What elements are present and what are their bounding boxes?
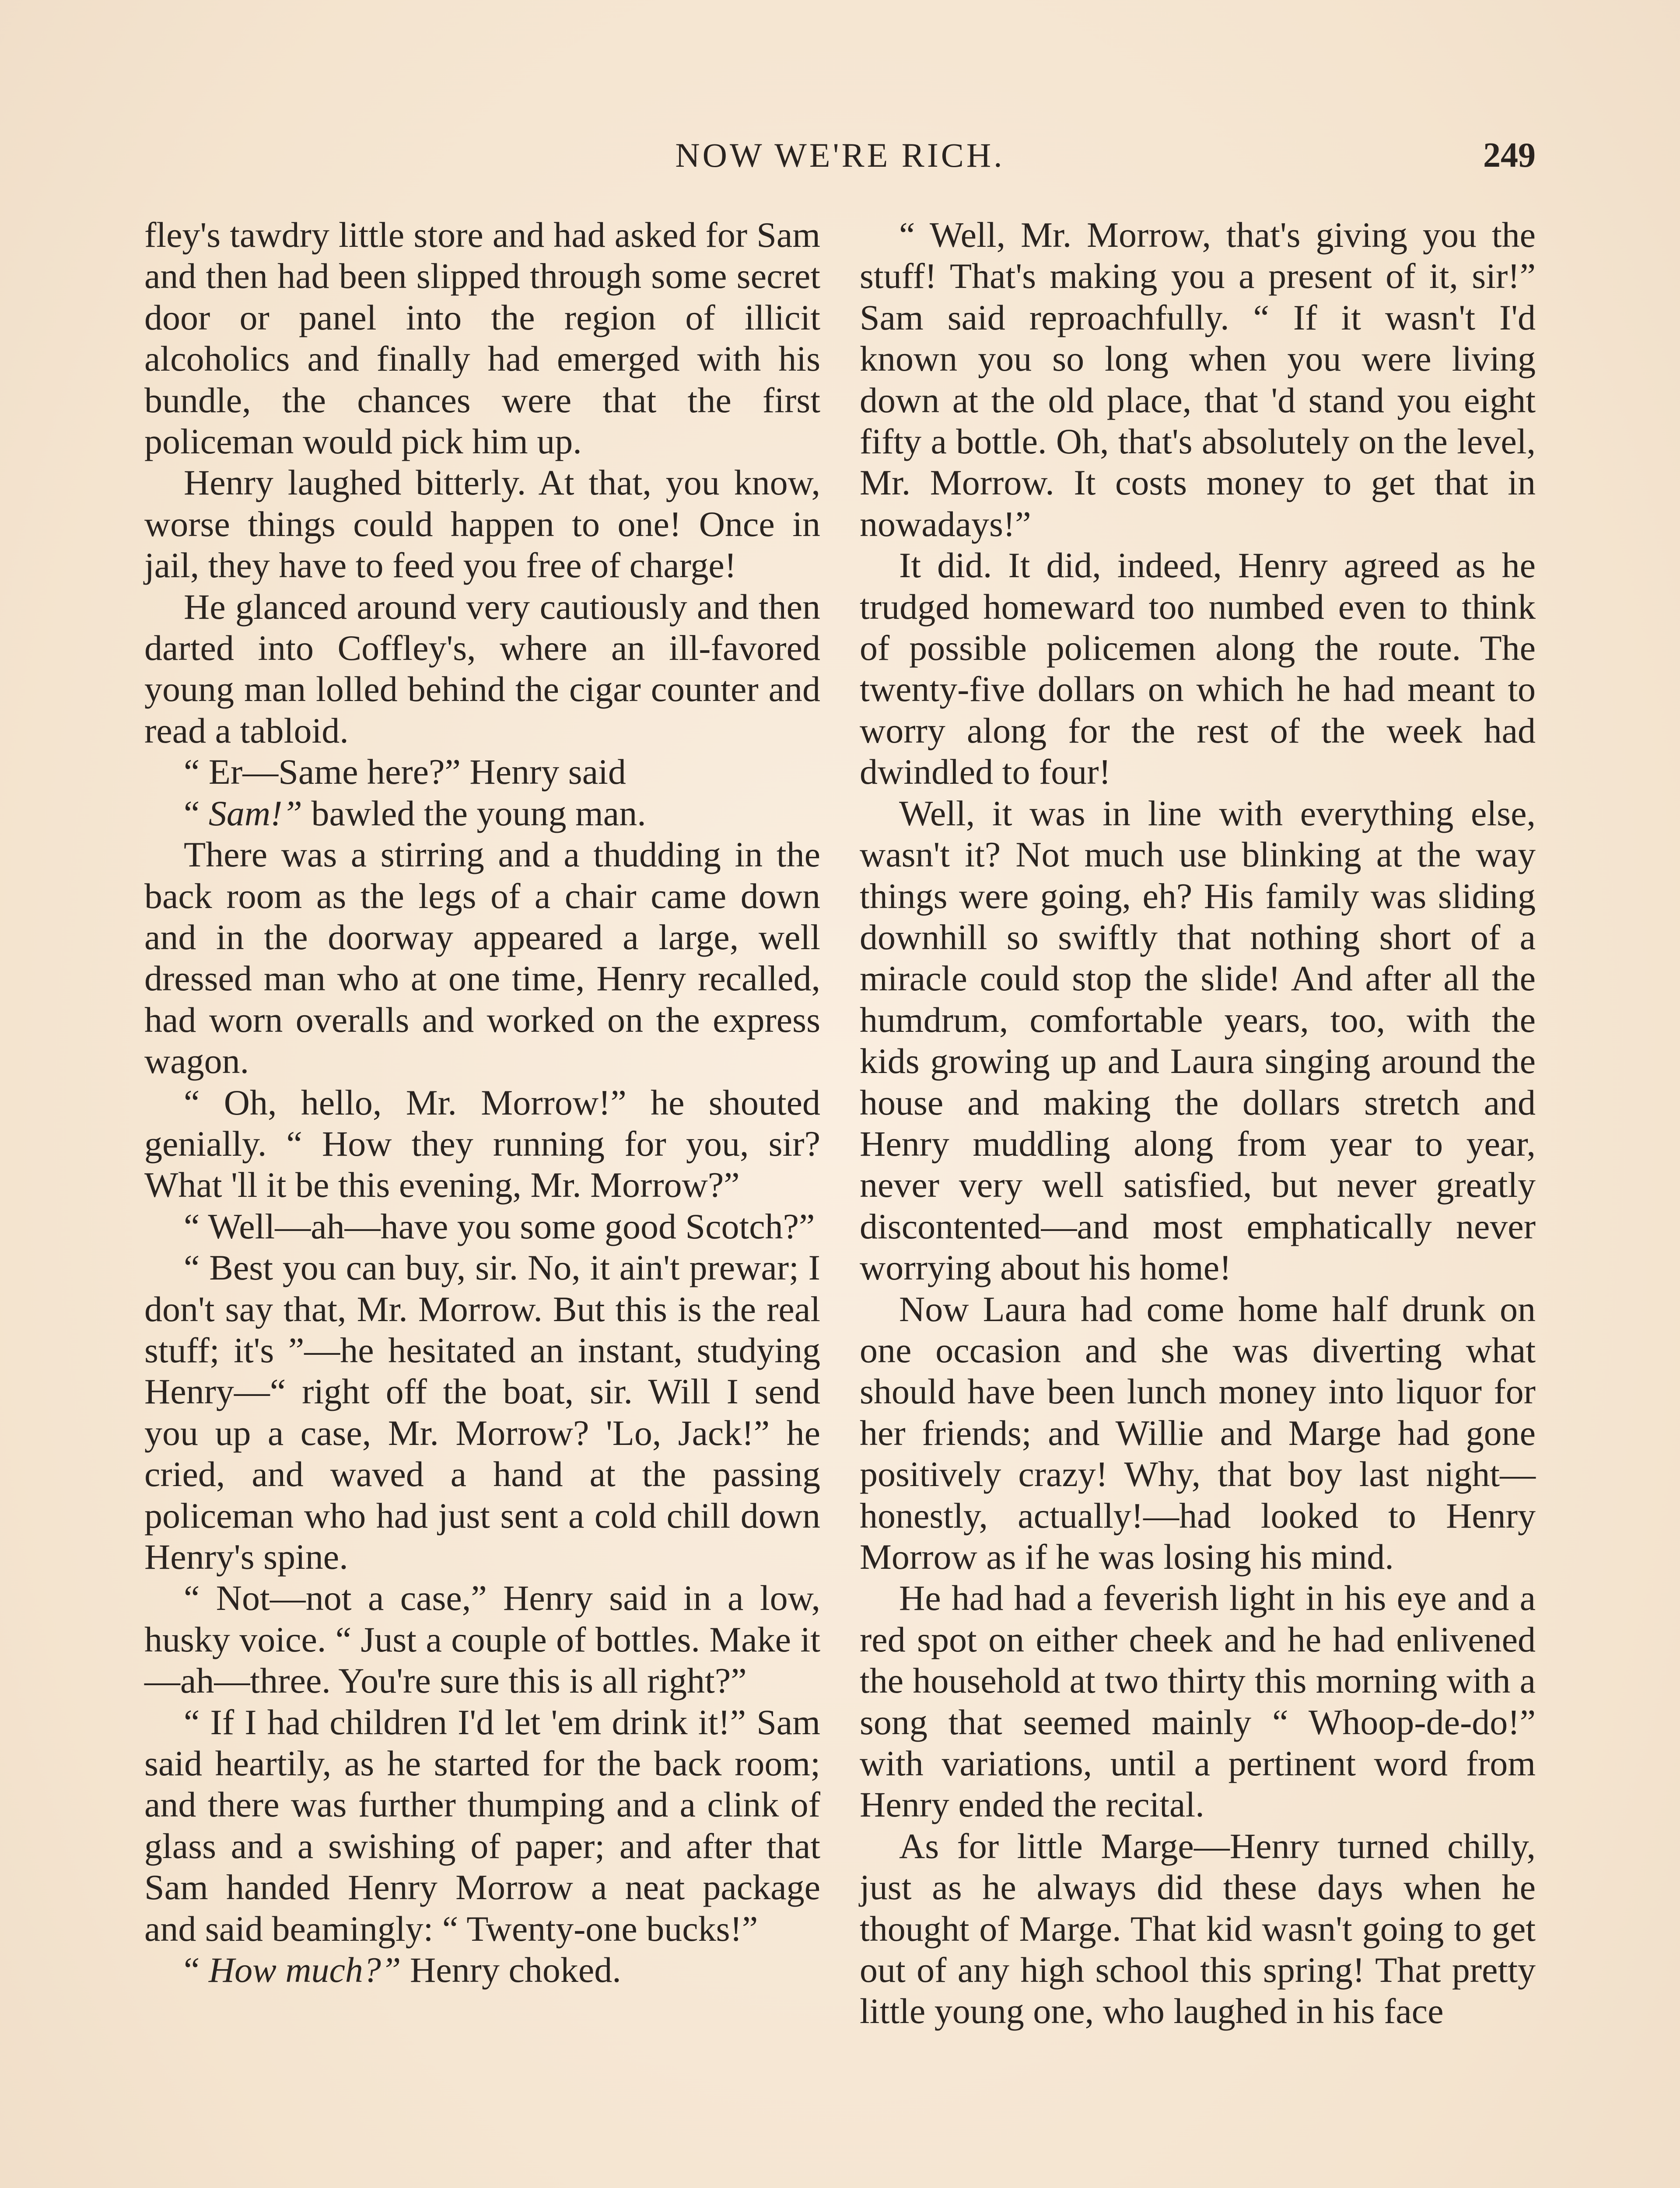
text-run: Henry choked.	[401, 1950, 621, 1990]
right-text-column	[860, 214, 1536, 2032]
text-run: fley's tawdry little store and had asked for Sam and then had been slipped through some secret door or panel into the region of illicit alcoholics and finally had emerged with his bundle, the chances were that the first policeman would pick him up.	[144, 215, 820, 462]
paragraph	[144, 1206, 820, 1247]
paragraph	[860, 793, 1536, 1289]
text-run: “ If I had children I'd let 'em drink it!” Sam said heartily, as he started for the back room; and there was further thumping and a clink of glass and a swishing of paper; and after that Sam handed Henry Morrow a neat package and said beamingly: “ Twenty-one bucks!”	[144, 1702, 820, 1949]
italic-text: How much?”	[208, 1950, 401, 1990]
text-run: “ Best you can buy, sir. No, it ain't prewar; I don't say that, Mr. Morrow. But this is the real stuff; it's ”—he hesitated an instant, studying Henry—“ right off the boat, sir. Will I send you up a case, Mr. Morrow? 'Lo, Jack!” he cried, and waved a hand at the passing policeman who had just sent a cold chill down Henry's spine.	[144, 1248, 820, 1577]
text-run: Now Laura had come home half drunk on one occasion and she was diverting what should have been lunch money into liquor for her friends; and Willie and Marge had gone positively crazy! Why, that boy last night—honestly, actually!—had looked to Henry Morrow as if he was losing his mind.	[860, 1289, 1536, 1577]
text-run: “ Well, Mr. Morrow, that's giving you the stuff! That's making you a present of it, sir!” Sam said reproachfully. “ If it wasn't I'd known you so long when you were living down at the old place, that 'd stand you eight fifty a bottle. Oh, that's absolutely on the level, Mr. Morrow. It costs money to get that in nowadays!”	[860, 215, 1536, 544]
paragraph	[144, 1702, 820, 1950]
paragraph	[144, 1950, 820, 1991]
paragraph	[144, 793, 820, 834]
paragraph	[144, 214, 820, 462]
text-run: As for little Marge—Henry turned chilly, just as he always did these days when he thought of Marge. That kid wasn't going to get out of any high school this spring! That pretty little young one, who laughed in his face	[860, 1826, 1536, 2031]
text-run: “ Well—ah—have you some good Scotch?”	[184, 1206, 815, 1246]
text-run: “ Er—Same here?” Henry said	[184, 752, 626, 792]
paragraph	[144, 586, 820, 752]
left-text-column	[144, 214, 820, 1991]
italic-text: Sam!”	[208, 793, 303, 833]
text-run: Well, it was in line with everything else, wasn't it? Not much use blinking at the way things were going, eh? His family was sliding downhill so swiftly that nothing short of a miracle could stop the slide! And after all the humdrum, comfortable years, too, with the kids growing up and Laura singing around the house and making the dollars stretch and Henry muddling along from year to year, never very well satisfied, but never greatly discontented—and most emphatically never worrying about his home!	[860, 793, 1536, 1288]
paragraph	[144, 1082, 820, 1206]
paragraph	[860, 1289, 1536, 1578]
text-run: “	[184, 793, 209, 833]
paragraph	[144, 1247, 820, 1578]
text-run: “ Oh, hello, Mr. Morrow!” he shouted genially. “ How they running for you, sir? What 'll it be this evening, Mr. Morrow?”	[144, 1082, 820, 1205]
running-header	[144, 131, 1536, 184]
paragraph	[144, 751, 820, 792]
paragraph	[860, 1578, 1536, 1825]
page-number: 249	[1483, 136, 1536, 175]
paragraph	[860, 214, 1536, 545]
text-run: He glanced around very cautiously and then darted into Coffley's, where an ill-favored young man lolled behind the cigar counter and read a tabloid.	[144, 586, 820, 750]
text-run: He had had a feverish light in his eye and a red spot on either cheek and he had enlivened the household at two thirty this morning with a song that seemed mainly “ Whoop-de-do!” with variations, until a pertinent word from Henry ended the recital.	[860, 1578, 1536, 1825]
text-run: There was a stirring and a thudding in the back room as the legs of a chair came down and in the doorway appeared a large, well dressed man who at one time, Henry recalled, had worn overalls and worked on the express wagon.	[144, 835, 820, 1081]
paragraph	[144, 1578, 820, 1701]
text-run: It did. It did, indeed, Henry agreed as he trudged homeward too numbed even to think of possible policemen along the route. The twenty-five dollars on which he had meant to worry along for the rest of the week had dwindled to four!	[860, 545, 1536, 792]
paragraph	[860, 545, 1536, 792]
running-title: NOW WE'RE RICH.	[675, 136, 1005, 174]
text-run: “	[184, 1950, 209, 1990]
paragraph	[860, 1826, 1536, 2032]
paragraph	[144, 462, 820, 586]
paragraph	[144, 834, 820, 1082]
text-run: Henry laughed bitterly. At that, you know, worse things could happen to one! Once in jail, they have to feed you free of charge!	[144, 463, 820, 586]
text-run: “ Not—not a case,” Henry said in a low, husky voice. “ Just a couple of bottles. Make it—ah—three. You're sure this is all right?”	[144, 1578, 820, 1701]
text-run: bawled the young man.	[302, 793, 646, 833]
